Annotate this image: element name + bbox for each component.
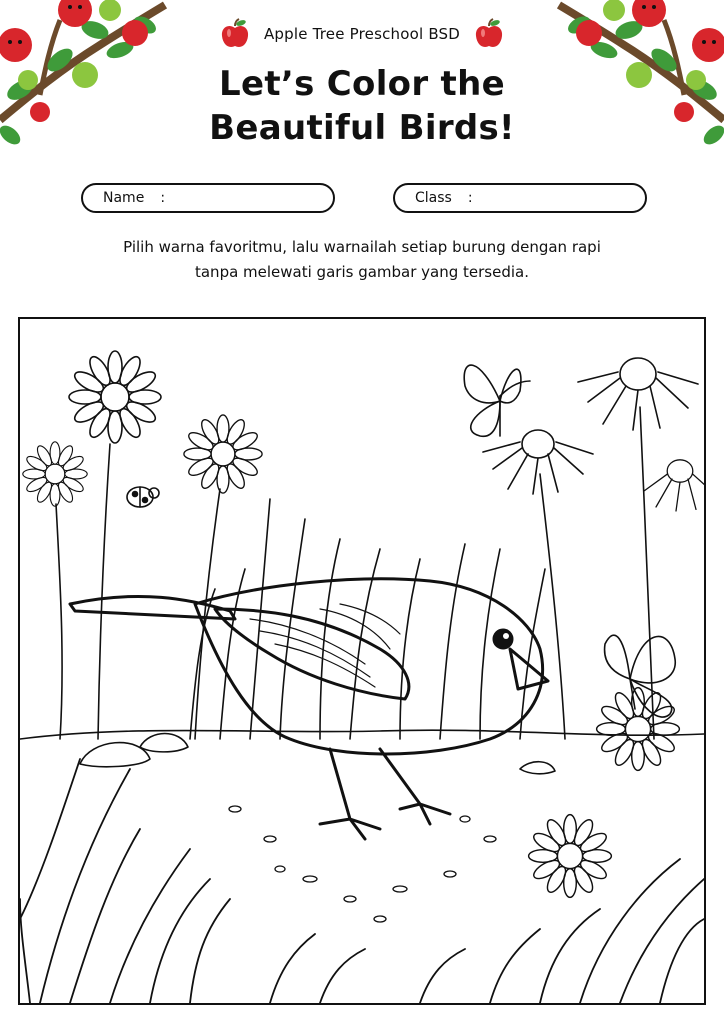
name-field[interactable] xyxy=(81,183,335,213)
name-separator: : xyxy=(160,190,166,206)
school-name: Apple Tree Preschool BSD xyxy=(263,25,461,43)
daisy-flower xyxy=(69,351,161,443)
page-title xyxy=(0,62,724,150)
coneflower xyxy=(578,358,698,430)
title-line-1: Let’s Color the xyxy=(219,64,505,104)
daisy-flower xyxy=(529,815,612,898)
school-header xyxy=(0,18,724,50)
flower-stem xyxy=(56,504,62,739)
apple-icon xyxy=(474,18,504,50)
daisy-flower xyxy=(184,415,262,493)
daisy-flower xyxy=(23,442,87,506)
bird-illustration xyxy=(70,579,548,839)
background-grass xyxy=(190,499,545,739)
butterfly-icon xyxy=(605,635,676,717)
class-label: Class xyxy=(415,190,452,206)
apple-icon xyxy=(220,18,250,50)
coloring-frame xyxy=(18,317,706,1005)
coloring-illustration[interactable] xyxy=(20,319,704,1003)
instructions-line-2: tanpa melewati garis gambar yang tersedia. xyxy=(194,263,529,281)
instructions-line-1: Pilih warna favoritmu, lalu warnailah setiap burung dengan rapi xyxy=(123,238,601,256)
instructions xyxy=(60,235,664,285)
title-line-2: Beautiful Birds! xyxy=(209,108,515,148)
ground-line xyxy=(20,730,704,739)
class-field[interactable] xyxy=(393,183,647,213)
butterfly-icon xyxy=(464,365,530,436)
flower-stem xyxy=(640,407,654,739)
foreground-grass xyxy=(20,759,704,1003)
ladybug-icon xyxy=(127,487,159,507)
flower-stem xyxy=(540,474,565,739)
coneflower xyxy=(644,460,704,511)
coneflower xyxy=(483,430,593,494)
name-label: Name xyxy=(103,190,145,206)
flower-stem xyxy=(98,444,110,739)
class-separator: : xyxy=(467,190,473,206)
bird-feather-details xyxy=(250,604,400,687)
